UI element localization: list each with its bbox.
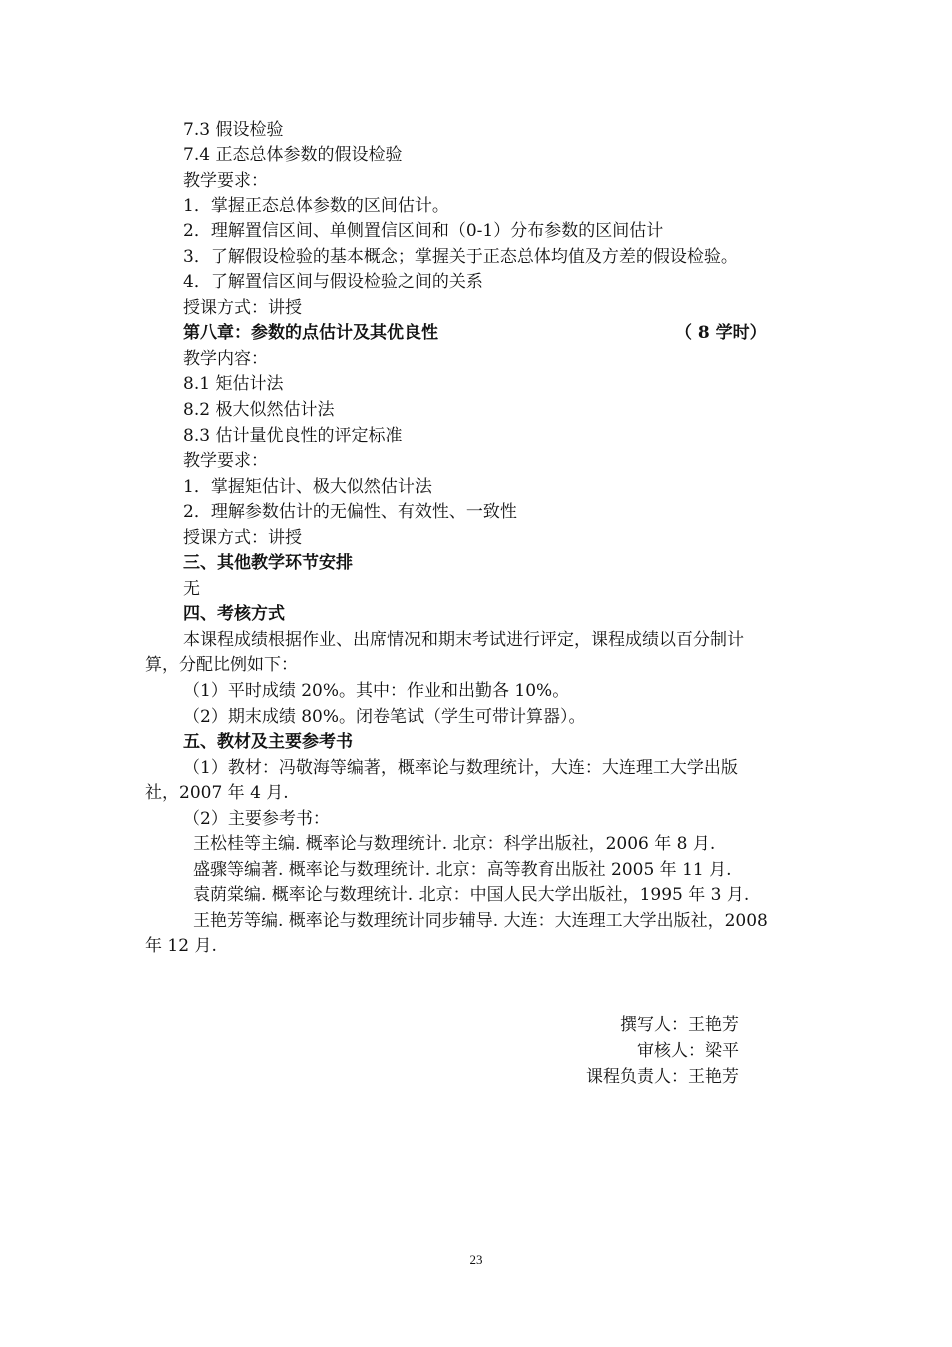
- section-8-2: 8.2 极大似然估计法: [183, 400, 335, 420]
- chapter-8-hours: （ 8 学时）: [675, 323, 767, 343]
- section-3-body: 无: [183, 579, 200, 599]
- requirement-item: 3．了解假设检验的基本概念；掌握关于正态总体均值及方差的假设检验。: [183, 247, 738, 267]
- assessment-paragraph-cont: 算，分配比例如下：: [145, 655, 298, 675]
- section-5-heading: 五、教材及主要参考书: [183, 732, 353, 752]
- assessment-paragraph: 本课程成绩根据作业、出席情况和期末考试进行评定，课程成绩以百分制计: [183, 630, 744, 650]
- teaching-method: 授课方式：讲授: [183, 528, 302, 548]
- reference-item: 王松桂等主编. 概率论与数理统计. 北京：科学出版社，2006 年 8 月.: [193, 834, 716, 854]
- page-number: 23: [469, 1252, 483, 1267]
- requirements-label: 教学要求：: [183, 451, 268, 471]
- author-signature: 撰写人：王艳芳: [620, 1015, 739, 1035]
- requirement-item: 1．掌握矩估计、极大似然估计法: [183, 477, 432, 497]
- assessment-item: （2）期末成绩 80%。闭卷笔试（学生可带计算器）。: [183, 707, 586, 727]
- textbook-line-cont: 社，2007 年 4 月.: [145, 783, 289, 803]
- section-7-3: 7.3 假设检验: [183, 120, 284, 140]
- course-lead-signature: 课程负责人：王艳芳: [586, 1067, 739, 1087]
- requirement-item: 1．掌握正态总体参数的区间估计。: [183, 196, 449, 216]
- teaching-method: 授课方式：讲授: [183, 298, 302, 318]
- textbook-line: （1）教材：冯敬海等编著，概率论与数理统计，大连：大连理工大学出版: [183, 758, 738, 778]
- section-8-3: 8.3 估计量优良性的评定标准: [183, 426, 403, 446]
- requirement-item: 2．理解参数估计的无偏性、有效性、一致性: [183, 502, 517, 522]
- references-label: （2）主要参考书：: [183, 809, 330, 829]
- reference-item: 王艳芳等编. 概率论与数理统计同步辅导. 大连：大连理工大学出版社，2008: [193, 911, 768, 931]
- section-4-heading: 四、考核方式: [183, 604, 285, 624]
- assessment-item: （1）平时成绩 20%。其中：作业和出勤各 10%。: [183, 681, 570, 701]
- reference-item: 袁荫棠编. 概率论与数理统计. 北京：中国人民大学出版社，1995 年 3 月.: [193, 885, 750, 905]
- reviewer-signature: 审核人：梁平: [637, 1041, 739, 1061]
- content-label: 教学内容：: [183, 349, 268, 369]
- section-8-1: 8.1 矩估计法: [183, 374, 284, 394]
- section-3-heading: 三、其他教学环节安排: [183, 553, 353, 573]
- requirement-item: 2．理解置信区间、单侧置信区间和（0-1）分布参数的区间估计: [183, 221, 664, 241]
- section-7-4: 7.4 正态总体参数的假设检验: [183, 145, 403, 165]
- reference-item-cont: 年 12 月.: [145, 936, 217, 956]
- requirements-label: 教学要求：: [183, 171, 268, 191]
- reference-item: 盛骤等编著. 概率论与数理统计. 北京：高等教育出版社 2005 年 11 月.: [193, 860, 732, 880]
- requirement-item: 4．了解置信区间与假设检验之间的关系: [183, 272, 483, 292]
- chapter-8-heading: 第八章：参数的点估计及其优良性: [183, 323, 438, 343]
